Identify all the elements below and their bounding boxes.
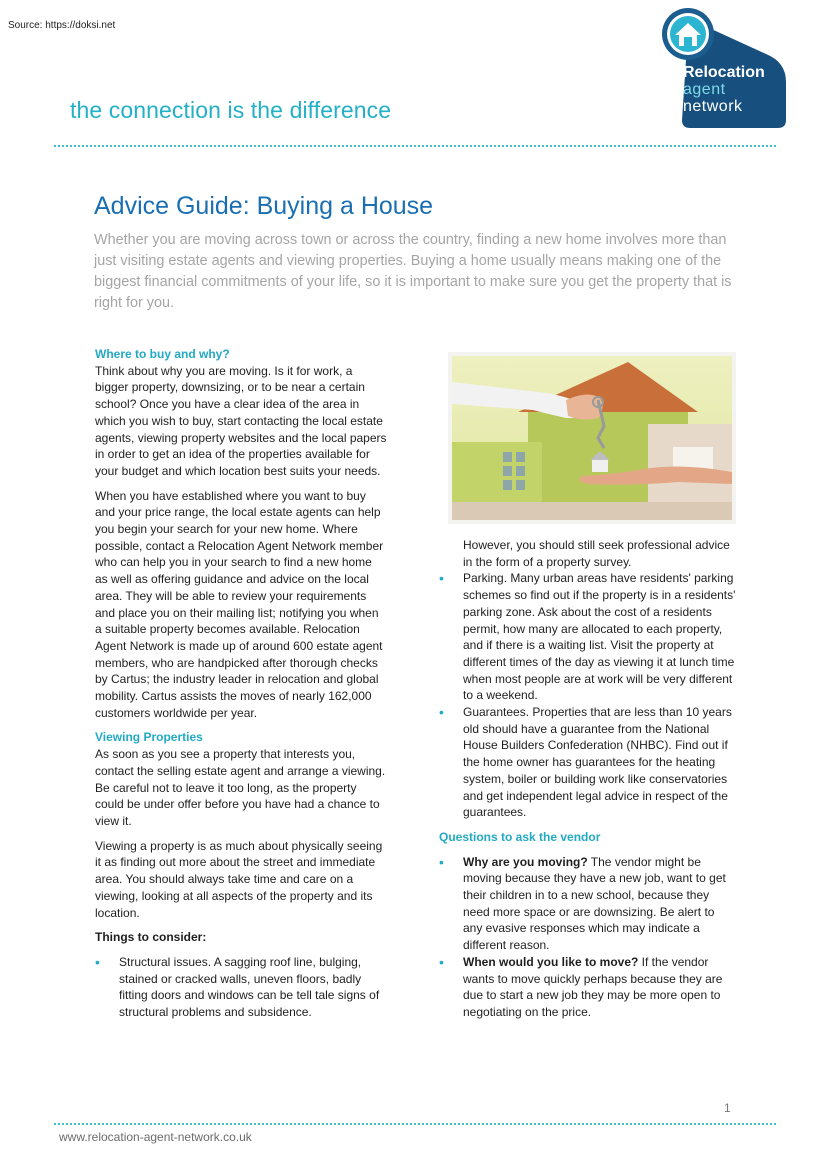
paragraph-where-1: Think about why you are moving. Is it for work, a bigger property, downsizing, or to be near a certain school? Once you have a clear idea of the area in which you wish to buy, start contacting the local estate agents, viewing property websites and the local papers in order to get an idea of the properties available for your budget and which location best suits your needs.: [95, 363, 387, 478]
bullet-icon: •: [439, 704, 444, 721]
paragraph-viewing-1: As soon as you see a property that interests you, contact the selling estate agent and arrange a viewing. Be careful not to leave it too long, as the property could be under offer before you have had a chance to view it.: [95, 747, 386, 828]
heading-where-to-buy: Where to buy and why?: [95, 347, 230, 361]
list-item-text: Parking. Many urban areas have residents' parking schemes so find out if the property is in a residents' parking zone. Ask about the cost of a residents permit, how many are allocated to each property, and if there is a waiting list. Visit the property at different times of the day as viewing it at lunch time when most people are at work will be very different to a weekend.: [463, 571, 736, 703]
questions-list: [439, 854, 736, 1021]
source-label: Source: https://doksi.net: [8, 20, 116, 31]
house-keys-photo: [448, 352, 736, 524]
question-text: Why are you moving?: [463, 854, 588, 869]
list-item-why-moving: [439, 854, 736, 954]
bullet-icon: •: [95, 953, 100, 970]
footer-url: www.relocation-agent-network.co.uk: [59, 1130, 252, 1144]
header-divider: [54, 145, 776, 147]
list-item-parking: [439, 570, 736, 704]
intro-paragraph: Whether you are moving across town or across the country, finding a new home involves more than just visiting estate agents and viewing properties. Buying a home usually means making one of the biggest financial commitments of your life, so it is important to make sure you get the property that is right for you.: [94, 232, 732, 311]
logo-line-2: agent: [683, 81, 726, 98]
paragraph-viewing-2: Viewing a property is as much about physically seeing it as finding out more about the street and immediate area. You should always take time and care on a viewing, looking at all aspects of the property and its location.: [95, 838, 383, 920]
list-item-text: Guarantees. Properties that are less than 10 years old should have a guarantee from the National House Builders Confederation (NHBC). Find out if the home owner has guarantees for the heating system, boiler or building work like conservatories and get independent legal advice in respect of the guarantees.: [463, 705, 732, 820]
footer-divider: [54, 1123, 776, 1125]
tagline: the connection is the difference: [70, 97, 392, 123]
paragraph-survey: However, you should still seek professional advice in the form of a property survey.: [463, 538, 730, 569]
answer-text: The vendor might be moving because they have a new job, want to get their children in to a new school, because they need more space or are downsizing. Be alert to any evasive responses which may indicate a different reason.: [463, 854, 726, 953]
list-item-when-move: [439, 954, 736, 1021]
heading-things-to-consider: Things to consider:: [95, 930, 207, 945]
list-item-structural: [95, 954, 387, 1021]
considerations-list-continued: [439, 570, 736, 821]
right-column: [439, 537, 736, 1029]
paragraph-where-2: When you have established where you want to buy and your price range, the local estate agents can help you begin your search for your new home. Where possible, contact a Relocation Agent Network member who can help you in your search to find a new home as well as offering guidance and advice on the local area. They will be able to review your requirements and place you on their mailing list; notifying you when a suitable property becomes available. Relocation Agent Network is made up of around 600 estate agent members, who are handpicked after thorough checks by Cartus; the industry leader in relocation and global mobility. Cartus assists the moves of nearly 162,000 customers worldwide per year.: [95, 488, 384, 720]
question-text: When would you like to move?: [463, 954, 639, 969]
page-title: Advice Guide: Buying a House: [94, 192, 434, 220]
list-item-guarantees: [439, 704, 736, 821]
heading-questions: Questions to ask the vendor: [439, 829, 601, 844]
logo-wordmark: [683, 64, 783, 115]
bullet-icon: •: [439, 853, 444, 870]
answer-text: If the vendor wants to move quickly perhaps because they are due to start a new job they may be more open to negotiating on the price.: [463, 954, 723, 1019]
list-item-text: Structural issues. A sagging roof line, bulging, stained or cracked walls, uneven floors, badly fitting doors and windows can be tell tale signs of structural problems and subsidence.: [119, 954, 380, 1020]
logo-line-1: Relocation: [683, 64, 765, 81]
page-number: 1: [724, 1101, 731, 1115]
heading-viewing-properties: Viewing Properties: [95, 730, 203, 745]
bullet-icon: •: [439, 953, 444, 970]
bullet-icon: •: [439, 570, 444, 587]
left-column: [95, 346, 387, 1029]
considerations-list: [95, 954, 387, 1021]
logo-line-3: network: [683, 98, 743, 115]
